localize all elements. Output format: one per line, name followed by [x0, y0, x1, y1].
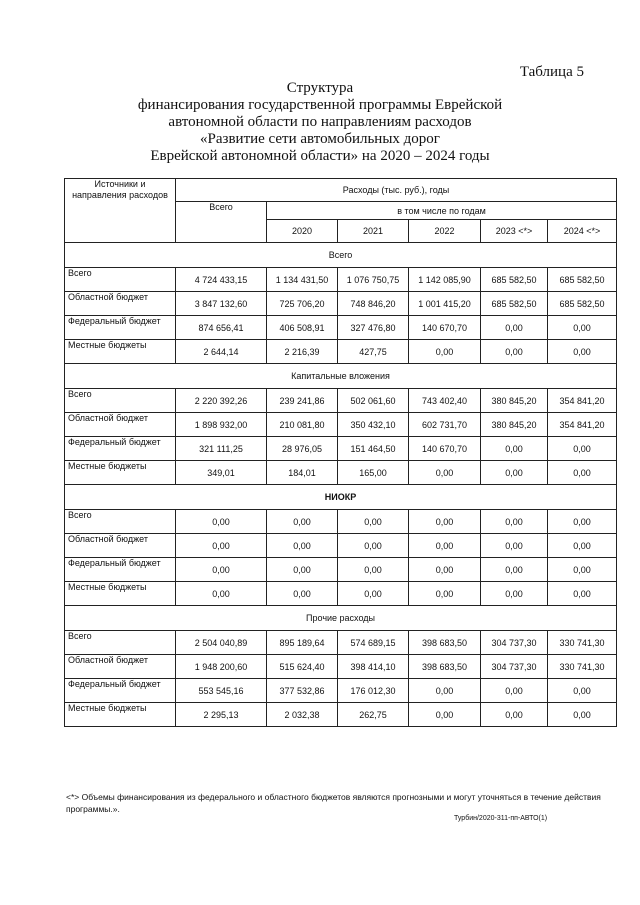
section-title: НИОКР [65, 485, 617, 510]
section-header-row [65, 485, 617, 510]
row-label: Федеральный бюджет [65, 437, 176, 461]
value-cell: 380 845,20 [481, 389, 548, 413]
value-cell: 4 724 433,15 [176, 268, 267, 292]
title-line: автономной области по направлениям расходов [168, 114, 472, 130]
table-row [65, 582, 617, 606]
value-cell: 1 001 415,20 [409, 292, 481, 316]
title-line: Еврейской автономной области» на 2020 – 2024 годы [150, 148, 490, 164]
value-cell: 176 012,30 [338, 679, 409, 703]
value-cell: 685 582,50 [548, 268, 617, 292]
value-cell: 0,00 [267, 510, 338, 534]
table-row [65, 340, 617, 364]
value-cell: 685 582,50 [548, 292, 617, 316]
value-cell: 165,00 [338, 461, 409, 485]
value-cell: 0,00 [176, 558, 267, 582]
value-cell: 262,75 [338, 703, 409, 727]
table-number-label: Таблица 5 [519, 64, 584, 80]
value-cell: 398 414,10 [338, 655, 409, 679]
value-cell: 0,00 [267, 534, 338, 558]
section-title: Всего [65, 243, 617, 268]
value-cell: 304 737,30 [481, 655, 548, 679]
value-cell: 0,00 [481, 340, 548, 364]
row-label: Всего [65, 631, 176, 655]
value-cell: 0,00 [481, 437, 548, 461]
value-cell: 0,00 [548, 534, 617, 558]
value-cell: 330 741,30 [548, 655, 617, 679]
value-cell: 0,00 [548, 582, 617, 606]
value-cell: 515 624,40 [267, 655, 338, 679]
row-label: Всего [65, 389, 176, 413]
value-cell: 0,00 [338, 558, 409, 582]
value-cell: 602 731,70 [409, 413, 481, 437]
table-row [65, 631, 617, 655]
value-cell: 377 532,86 [267, 679, 338, 703]
footnote: <*> Объемы финансирования из федерального и областного бюджетов являются прогнозными и могут уточняться в течение действия программы.». [66, 792, 601, 814]
table-row [65, 437, 617, 461]
row-label: Областной бюджет [65, 413, 176, 437]
value-cell: 304 737,30 [481, 631, 548, 655]
value-cell: 0,00 [481, 558, 548, 582]
value-cell: 553 545,16 [176, 679, 267, 703]
value-cell: 895 189,64 [267, 631, 338, 655]
value-cell: 330 741,30 [548, 631, 617, 655]
value-cell: 0,00 [481, 510, 548, 534]
value-cell: 239 241,86 [267, 389, 338, 413]
table-row [65, 292, 617, 316]
value-cell: 0,00 [409, 510, 481, 534]
value-cell: 151 464,50 [338, 437, 409, 461]
value-cell: 2 032,38 [267, 703, 338, 727]
value-cell: 210 081,80 [267, 413, 338, 437]
row-label: Всего [65, 510, 176, 534]
value-cell: 0,00 [548, 340, 617, 364]
row-label: Местные бюджеты [65, 582, 176, 606]
value-cell: 321 111,25 [176, 437, 267, 461]
table-row [65, 510, 617, 534]
table-body [65, 243, 617, 727]
value-cell: 427,75 [338, 340, 409, 364]
value-cell: 0,00 [548, 461, 617, 485]
header-year: 2021 [338, 220, 409, 243]
value-cell: 406 508,91 [267, 316, 338, 340]
header-year: 2022 [409, 220, 481, 243]
value-cell: 354 841,20 [548, 389, 617, 413]
row-label: Федеральный бюджет [65, 316, 176, 340]
document-title [0, 80, 640, 165]
value-cell: 0,00 [481, 679, 548, 703]
value-cell: 0,00 [409, 703, 481, 727]
value-cell: 0,00 [338, 534, 409, 558]
value-cell: 574 689,15 [338, 631, 409, 655]
value-cell: 0,00 [548, 558, 617, 582]
value-cell: 0,00 [481, 534, 548, 558]
value-cell: 0,00 [409, 679, 481, 703]
value-cell: 350 432,10 [338, 413, 409, 437]
row-label: Всего [65, 268, 176, 292]
value-cell: 0,00 [409, 340, 481, 364]
value-cell: 1 134 431,50 [267, 268, 338, 292]
value-cell: 0,00 [409, 558, 481, 582]
row-label: Местные бюджеты [65, 461, 176, 485]
value-cell: 2 216,39 [267, 340, 338, 364]
value-cell: 0,00 [548, 703, 617, 727]
value-cell: 398 683,50 [409, 631, 481, 655]
title-line: финансирования государственной программы Еврейской [137, 97, 503, 113]
section-title: Капитальные вложения [65, 364, 617, 389]
table-row [65, 268, 617, 292]
header-total: Всего [176, 202, 267, 243]
header-year: 2023 <*> [481, 220, 548, 243]
table-row [65, 558, 617, 582]
row-label: Областной бюджет [65, 292, 176, 316]
table-row [65, 413, 617, 437]
value-cell: 0,00 [409, 461, 481, 485]
value-cell: 0,00 [481, 582, 548, 606]
value-cell: 3 847 132,60 [176, 292, 267, 316]
table-row [65, 655, 617, 679]
value-cell: 0,00 [481, 461, 548, 485]
section-header-row [65, 243, 617, 268]
table-row [65, 389, 617, 413]
row-label: Местные бюджеты [65, 340, 176, 364]
value-cell: 0,00 [548, 679, 617, 703]
value-cell: 398 683,50 [409, 655, 481, 679]
section-header-row [65, 364, 617, 389]
value-cell: 874 656,41 [176, 316, 267, 340]
row-label: Областной бюджет [65, 534, 176, 558]
value-cell: 2 295,13 [176, 703, 267, 727]
value-cell: 2 504 040,89 [176, 631, 267, 655]
value-cell: 1 898 932,00 [176, 413, 267, 437]
value-cell: 0,00 [548, 316, 617, 340]
value-cell: 0,00 [176, 582, 267, 606]
table-row [65, 679, 617, 703]
value-cell: 0,00 [409, 534, 481, 558]
value-cell: 380 845,20 [481, 413, 548, 437]
value-cell: 184,01 [267, 461, 338, 485]
value-cell: 685 582,50 [481, 268, 548, 292]
value-cell: 28 976,05 [267, 437, 338, 461]
value-cell: 1 076 750,75 [338, 268, 409, 292]
value-cell: 743 402,40 [409, 389, 481, 413]
value-cell: 0,00 [267, 582, 338, 606]
row-label: Областной бюджет [65, 655, 176, 679]
value-cell: 2 644,14 [176, 340, 267, 364]
title-line: Структура [286, 80, 354, 96]
financing-table [64, 178, 617, 727]
value-cell: 1 948 200,60 [176, 655, 267, 679]
value-cell: 0,00 [481, 703, 548, 727]
value-cell: 0,00 [176, 534, 267, 558]
value-cell: 0,00 [548, 437, 617, 461]
value-cell: 0,00 [409, 582, 481, 606]
title-line: «Развитие сети автомобильных дорог [200, 131, 440, 147]
table-row [65, 316, 617, 340]
section-header-row [65, 606, 617, 631]
row-label: Федеральный бюджет [65, 679, 176, 703]
value-cell: 349,01 [176, 461, 267, 485]
document-reference: Турбин/2020-311-пп-АВТО(1) [454, 815, 548, 822]
row-label: Федеральный бюджет [65, 558, 176, 582]
value-cell: 725 706,20 [267, 292, 338, 316]
header-expenses: Расходы (тыс. руб.), годы [176, 179, 617, 202]
header-year: 2024 <*> [548, 220, 617, 243]
row-label: Местные бюджеты [65, 703, 176, 727]
value-cell: 0,00 [548, 510, 617, 534]
value-cell: 354 841,20 [548, 413, 617, 437]
value-cell: 0,00 [176, 510, 267, 534]
value-cell: 502 061,60 [338, 389, 409, 413]
value-cell: 748 846,20 [338, 292, 409, 316]
value-cell: 140 670,70 [409, 437, 481, 461]
table-row [65, 534, 617, 558]
value-cell: 1 142 085,90 [409, 268, 481, 292]
header-sources: Источники и направления расходов [65, 179, 176, 243]
table-row [65, 461, 617, 485]
table-row [65, 703, 617, 727]
header-year: 2020 [267, 220, 338, 243]
header-including-by-years: в том числе по годам [267, 202, 617, 220]
value-cell: 2 220 392,26 [176, 389, 267, 413]
value-cell: 0,00 [338, 582, 409, 606]
value-cell: 0,00 [267, 558, 338, 582]
value-cell: 0,00 [481, 316, 548, 340]
value-cell: 327 476,80 [338, 316, 409, 340]
section-title: Прочие расходы [65, 606, 617, 631]
value-cell: 685 582,50 [481, 292, 548, 316]
value-cell: 140 670,70 [409, 316, 481, 340]
value-cell: 0,00 [338, 510, 409, 534]
